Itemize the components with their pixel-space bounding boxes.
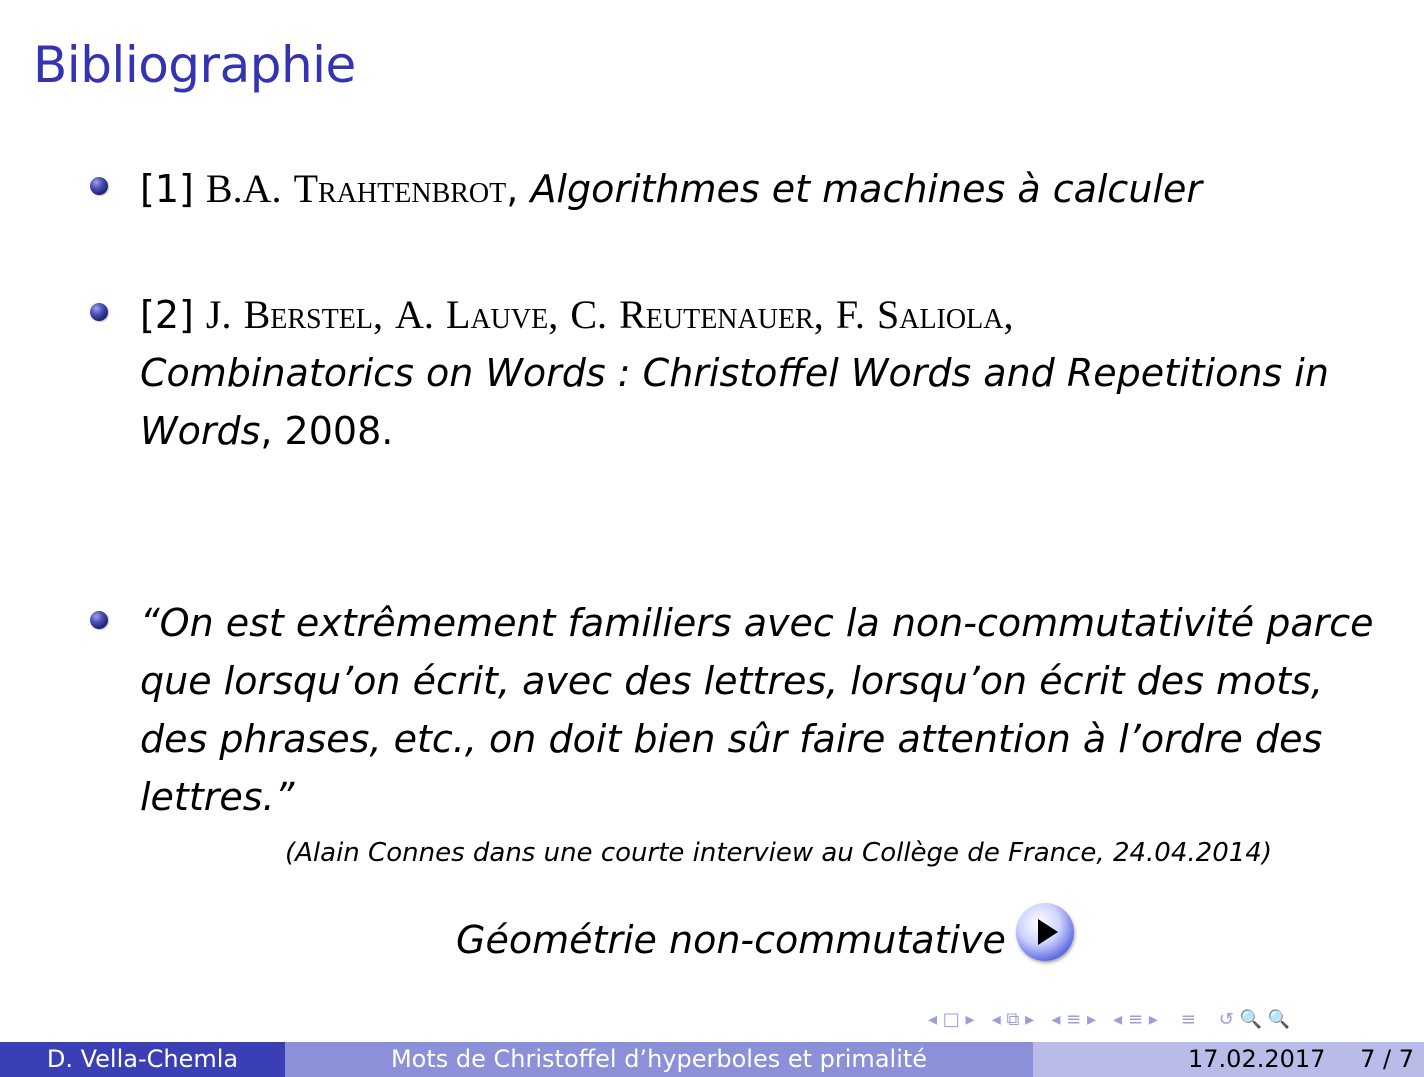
nav-search-icon[interactable]: 🔍	[1267, 1009, 1291, 1030]
nav-appendix-icon[interactable]: ≡	[1180, 1009, 1196, 1030]
nav-prev-slide-icon[interactable]: ◂	[928, 1009, 938, 1030]
quote-line: que lorsqu’on écrit, avec des lettres, lorsqu’on écrit des mots,	[140, 659, 1324, 703]
footer-date-page	[1033, 1042, 1424, 1077]
footline	[0, 1042, 1424, 1077]
quote-text	[140, 594, 1390, 826]
nav-prev-section-icon[interactable]: ◂	[1113, 1009, 1123, 1030]
nav-frame-icon[interactable]: ⧉	[1006, 1009, 1020, 1030]
bullet-icon	[90, 177, 108, 195]
beamer-navigation	[928, 1009, 1290, 1033]
reference-text: [2] J. Berstel, A. Lauve, C. Reutenauer, F. Saliola, Combinatorics on Words : Christoffel Words and Repetitions in Words, 2008.	[140, 286, 1390, 460]
reference-number: [1]	[140, 167, 194, 211]
nav-section-icon[interactable]: ≡	[1127, 1009, 1144, 1030]
reference-title: Algorithmes et machines à calculer	[530, 167, 1202, 211]
reference-title-line: Combinatorics on Words : Christoffel Words and Repetitions in	[140, 351, 1329, 395]
video-label: Géométrie non-commutative	[456, 918, 1006, 962]
quote-line: “On est extrêmement familiers avec la non-commutativité parce	[140, 601, 1374, 645]
author-initials: F.	[835, 292, 865, 337]
quote-line: lettres.”	[140, 775, 295, 819]
author-surname: Trahtenbrot	[293, 166, 507, 211]
author-initials: A.	[395, 292, 434, 337]
reference-year: , 2008.	[260, 409, 394, 453]
nav-next-frame-icon[interactable]: ▸	[1025, 1009, 1035, 1030]
footer-page-number: 7 / 7	[1360, 1045, 1414, 1073]
nav-subsection-icon[interactable]: ≡	[1066, 1009, 1082, 1030]
bullet-icon	[90, 611, 108, 629]
quote-attribution: (Alain Connes dans une courte interview au Collège de France, 24.04.2014)	[285, 838, 1272, 868]
play-icon[interactable]	[1016, 903, 1074, 961]
author-initials: J.	[205, 292, 232, 337]
nav-back-icon[interactable]: ↺	[1218, 1009, 1234, 1030]
author-surname: Berstel	[243, 292, 373, 337]
author-surname: Lauve	[446, 292, 549, 337]
nav-prev-subsection-icon[interactable]: ◂	[1051, 1009, 1061, 1030]
bullet-icon	[90, 303, 108, 321]
nav-next-slide-icon[interactable]: ▸	[965, 1009, 975, 1030]
reference-number: [2]	[140, 293, 194, 337]
nav-next-section-icon[interactable]: ▸	[1148, 1009, 1158, 1030]
quote-line: des phrases, etc., on doit bien sûr faire attention à l’ordre des	[140, 717, 1323, 761]
nav-next-subsection-icon[interactable]: ▸	[1086, 1009, 1096, 1030]
nav-prev-frame-icon[interactable]: ◂	[991, 1009, 1001, 1030]
reference-title-line: Words	[140, 409, 261, 453]
footer-author: D. Vella-Chemla	[0, 1042, 285, 1077]
author-initials: C.	[570, 292, 607, 337]
frame-title: Bibliographie	[33, 36, 356, 94]
footer-talk-title: Mots de Christoffel d’hyperboles et primalité	[285, 1042, 1033, 1077]
author-initials: B.A.	[205, 166, 282, 211]
author-surname: Saliola	[876, 292, 1004, 337]
nav-search-icon[interactable]: 🔍	[1239, 1009, 1262, 1030]
footer-date: 17.02.2017	[1188, 1045, 1326, 1073]
reference-text: [1] B.A. Trahtenbrot, Algorithmes et machines à calculer	[140, 166, 1202, 211]
nav-slide-icon[interactable]: □	[942, 1009, 960, 1030]
author-surname: Reutenauer	[619, 292, 814, 337]
